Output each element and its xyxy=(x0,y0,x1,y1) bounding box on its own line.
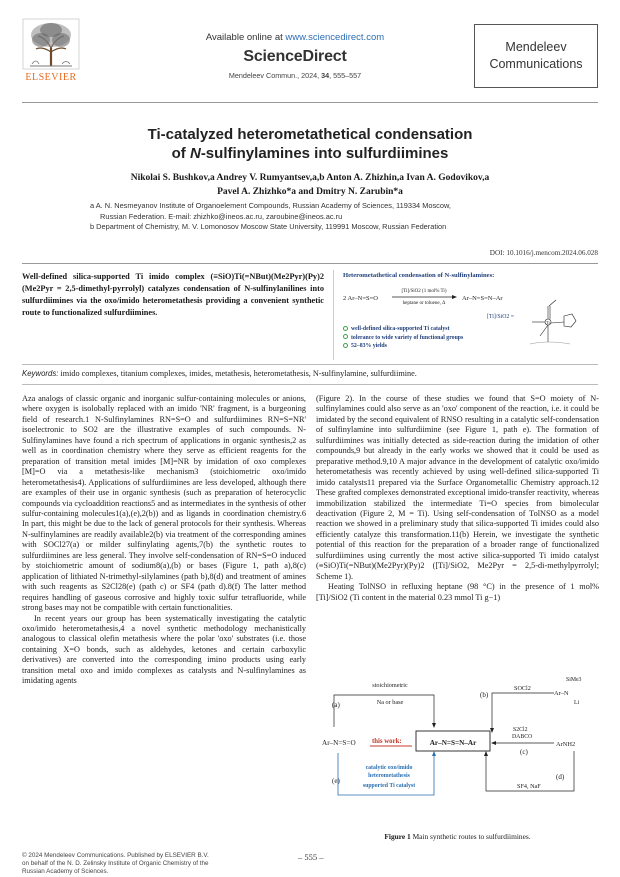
ga-bullets xyxy=(343,325,463,351)
bullet-circle-icon xyxy=(343,334,348,339)
abstract-divider xyxy=(22,364,598,365)
journal-citation xyxy=(142,71,448,80)
figure-1-scheme xyxy=(316,671,599,833)
path-d-label: (d) xyxy=(556,773,565,781)
citation-volume: 34 xyxy=(321,71,330,80)
ga-condition-top: [Ti]/SiO2 (1 mol% Ti) xyxy=(401,289,447,294)
path-b-arrow xyxy=(492,693,554,728)
ga-reagent: 2 Ar–N=S=O xyxy=(343,295,378,302)
path-b-sime3: SiMe3 xyxy=(566,677,582,683)
body-column-right xyxy=(316,394,599,662)
ga-condition-bottom: heptane or toluene, Δ xyxy=(402,301,446,306)
sciencedirect-brand: ScienceDirect xyxy=(243,48,347,65)
path-e-text3: supported Ti catalyst xyxy=(362,783,416,789)
ga-catalyst-structure xyxy=(530,300,576,344)
copyright-line1: © 2024 Mendeleev Communications. Published by ELSEVIER B.V. xyxy=(22,852,209,859)
center-molecule: Ar–N=S=N–Ar xyxy=(429,739,477,747)
path-c-reagent2: DABCO xyxy=(512,734,533,740)
path-e-text1: catalytic oxo/imido xyxy=(365,765,413,771)
affiliations xyxy=(90,201,560,233)
body-paragraph: In recent years our group has been systematically investigating the catalytic oxo/imido heterometathesis,4 a novel synthetic methodology mechanistically analogous to classical olefin metathesis where the polar 'oxo' substrates (i.e. those containing X=O bonds, such as aldehydes, ketones and certain carboxylic derivatives) are converted into the corresponding imino products using early transition metal oxo and imido complexes as catalysts and N-sulfinylamines as imidating agents xyxy=(22,613,306,686)
graphical-abstract xyxy=(333,270,599,360)
figure-1-caption-text: Main synthetic routes to sulfurdiimines. xyxy=(412,832,531,841)
body-column-left xyxy=(22,394,306,870)
ga-bullet-2: tolerance to wide variety of functional groups xyxy=(343,334,463,343)
journal-name-line1: Mendeleev xyxy=(505,40,567,54)
abstract-text: Well-defined silica-supported Ti imido complex (≡SiO)Ti(=NBut)(Me2Pyr)(Py)2 (Me2Pyr = 2,5-dimethyl-pyrrolyl) catalyzes condensation of N-sulfinylanilines into sulfurdiimines via the oxo/imido heterometathesis providing a convenient synthetic route to functionalized sulfurdiimines. xyxy=(22,272,324,317)
citation-pages: , 555–557 xyxy=(329,71,362,80)
figure-1-caption xyxy=(316,832,599,841)
path-b-label: (b) xyxy=(480,691,489,699)
ga-product: Ar–N=S=N–Ar xyxy=(462,295,503,302)
keywords-text: imido complexes, titanium complexes, imides, metathesis, heterometathesis, N-sulfinylamine, sulfurdiimine. xyxy=(60,369,417,378)
title-divider xyxy=(22,263,598,264)
available-online xyxy=(142,32,448,43)
ga-bullet-3: 52–83% yields xyxy=(343,342,463,351)
journal-name-line2: Communications xyxy=(489,57,583,71)
path-a-top: stoichiometric xyxy=(372,682,408,689)
path-b-amine: Ar–N xyxy=(554,690,569,697)
affiliation-a-contact: Russian Federation. E-mail: zhizhko@ineos.ac.ru, zaroubine@ineos.ac.ru xyxy=(100,211,343,221)
path-e-label: (e) xyxy=(332,777,340,785)
path-c-label: (c) xyxy=(520,748,528,756)
elsevier-wordmark: ELSEVIER xyxy=(25,72,77,83)
journal-name-box xyxy=(474,24,598,88)
ga-catalyst-label: [Ti]/SiO2 = xyxy=(487,314,515,320)
path-c-reagent1: S2Cl2 xyxy=(513,727,528,733)
ga-bullet-1: well-defined silica-supported Ti catalyst xyxy=(343,325,463,334)
affiliation-b: b Department of Chemistry, M. V. Lomonosov Moscow State University, 119991 Moscow, Russian Federation xyxy=(90,222,447,232)
sciencedirect-link[interactable]: www.sciencedirect.com xyxy=(285,32,385,43)
path-a-bottom: Na or base xyxy=(376,699,404,706)
article-title xyxy=(22,125,598,163)
bullet-circle-icon xyxy=(343,326,348,331)
available-prefix: Available online at xyxy=(205,32,283,43)
path-d-reagents: SF4, NaF xyxy=(517,783,541,790)
elsevier-tree-icon xyxy=(22,18,80,70)
authors-line1: Nikolai S. Bushkov,a Andrey V. Rumyantsev,a,b Anton A. Zhizhin,a Ivan A. Godovikov,a xyxy=(130,173,490,183)
author-list xyxy=(60,171,560,199)
authors-line2: Pavel A. Zhizhko*a and Dmitry N. Zarubin*a xyxy=(217,187,403,197)
keywords-label: Keywords: xyxy=(22,369,59,378)
copyright-line2: on behalf of the N. D. Zelinsky Institute of Organic Chemistry of the xyxy=(22,860,209,867)
body-paragraph: Heating TolNSO in refluxing heptane (98 °C) in the presence of 1 mol% [Ti]/SiO2 (Ti content in the material 0.23 mmol Ti g−1) xyxy=(316,582,599,602)
path-c-amine: ArNH2 xyxy=(556,741,576,748)
path-e-text2: heterometathesis xyxy=(368,773,410,779)
page-number: – 555 – xyxy=(298,852,324,862)
title-line2: of N-sulfinylamines into sulfurdiimines xyxy=(171,145,449,162)
figure-1-caption-label: Figure 1 xyxy=(384,832,411,841)
this-work-label: this work: xyxy=(372,738,402,745)
header-divider xyxy=(22,102,598,103)
header-center xyxy=(142,32,448,80)
bullet-circle-icon xyxy=(343,343,348,348)
left-molecule: Ar–N=S=O xyxy=(322,739,356,747)
copyright-line3: Russian Academy of Sciences. xyxy=(22,868,109,875)
ga-arrowhead xyxy=(452,295,457,299)
journal-header xyxy=(22,18,598,98)
keywords xyxy=(22,369,598,378)
ga-title: Heterometathetical condensation of N-sulfinylamines: xyxy=(343,272,495,279)
title-line1: Ti-catalyzed heterometathetical condensation xyxy=(147,126,473,143)
affiliation-a: a A. N. Nesmeyanov Institute of Organoelement Compounds, Russian Academy of Sciences, 119334 Moscow, xyxy=(90,201,451,210)
figure-1 xyxy=(316,671,599,833)
citation-year: 2024, xyxy=(301,71,320,80)
elsevier-logo xyxy=(22,18,80,86)
path-a-label: (a) xyxy=(332,701,340,709)
body-paragraph: (Figure 2). In the course of these studies we found that S=O moiety of N-sulfinylamines could also serve as an 'oxo' component of the reaction, i.e. it could be imidated by the second equivalent of RNSO resulting in a catalytic self-condensation of sulfinylamine into sulfurdiimine (see Figure 1, path e). The formation of sulfurdiimines was initially detected as side-reaction during the imidation of other compounds,9 but already in the early works we showed that it could be used as preparative method.9,10 A major advance in the development of catalytic oxo/imido heterometathesis was recently achieved by using well-defined silica-supported Ti imido catalysts11 prepared via the Surface Organometallic Chemistry approach.12 These grafted complexes demonstrated exceptional imido-transfer reactivity, whereas immobilization stabilized the intermediate Ti=O species from bimolecular deactivation (Figure 2, M = Ti). Using self-condensation of TolNSO as a model reaction we showed in a preliminary study that silica-supported Ti imides could also efficiently catalyze this transformation.11(b) Herein, we investigate the synthetic potential of this reaction for the preparation of a broader range of functionalized sulfurdiimines using currently the most active silica-supported Ti imido catalyst (≡SiO)Ti(=NBut)(Me2Pyr)(Py)2 ([Ti]/SiO2, Me2Pyr = 2,5-di-methylpyrrolyl; Scheme 1). xyxy=(316,394,599,581)
keywords-divider xyxy=(22,384,598,385)
svg-text:Ti: Ti xyxy=(546,320,550,325)
path-b-li: Li xyxy=(574,700,580,706)
citation-journal: Mendeleev Commun., xyxy=(228,71,300,80)
path-b-reagent: SOCl2 xyxy=(514,685,531,692)
doi-link[interactable]: DOI: 10.1016/j.mencom.2024.06.028 xyxy=(489,249,598,257)
body-paragraph: Aza analogs of classic organic and inorganic sulfur-containing molecules or anions, where oxygen is isolobally replaced with an imido 'NR' fragment, is a burgeoning field of research.1 N-Sulfinylamines RN=S=O and sulfurdiimines RN=S=NR' isoelectronic to SO2 are the illustrative examples of such compounds. N-Sulfinylamines have found a rich spectrum of applications in organic synthesis,2 as well as in coordination chemistry where they serve as efficient reagents for the preparation of transition metal imides [M]=NR by imidation of oxo complexes [M]=O via a metathesis-like mechanism3 (stoichiometric oxo/imido heterometathesis4). Applications of sulfurdiimines are less developed, although there are examples of their use in organic synthesis (such as preparation of heterocyclic compounds via cycloaddition reactions5 and as intermediates in the synthesis of other sulfur-containing molecules1(a),(e),2(b)) and as ligands in coordination chemistry.6 In part, this might be due to the lack of general protocols for their synthesis. Whereas N-sulfinylamines are readily available2(b) via treatment of the corresponding amines with SOCl27(a) or milder sulfinylating agents,7(b) the synthetic routes to sulfurdiimines are less general. They involve self-condensation of RN=S=O induced by stoichiometric amount of sodium8(a),(b) or bases (Figure 1, path a),8(c) application of lithiated N-trimethyl-silylamines (path b),8(d) and treatment of amines with such reagents as S2Cl28(e) (path c) or SF4 (path d).8(f) The latter method requires handling of gaseous corrosive and highly toxic sulfur tetrafluoride, while strong bases may not be compatible with certain functionalities. xyxy=(22,394,306,613)
